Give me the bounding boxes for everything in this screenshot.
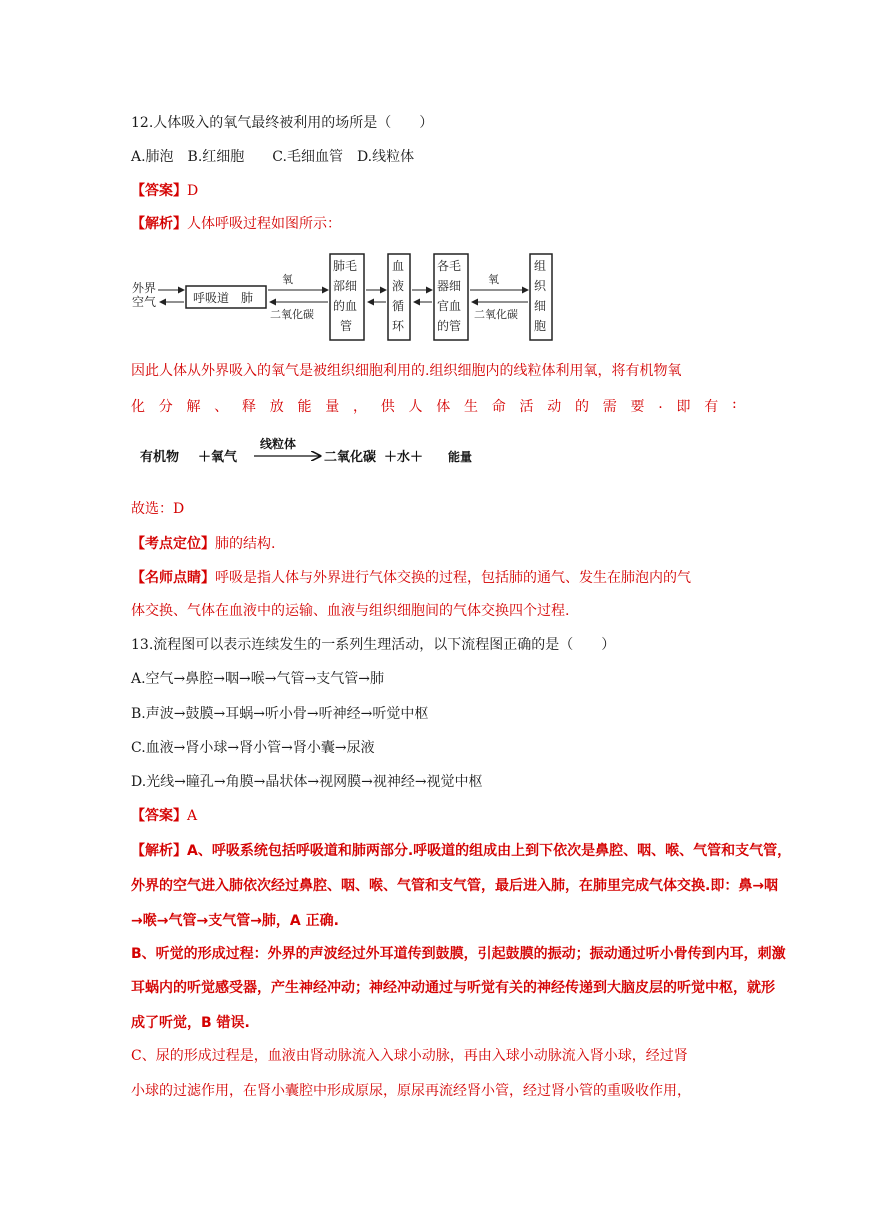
explain-char: 体 — [436, 399, 451, 415]
explain-char: 活 — [519, 399, 534, 415]
eq-plus-oxygen: ＋氧气 — [198, 450, 238, 465]
explain-char: 即 — [676, 399, 691, 415]
explain-char: 解 — [186, 399, 201, 415]
explain-char: 能 — [297, 399, 312, 415]
diagram-outside-air-1: 外界 — [132, 281, 157, 295]
diagram-co2-1: 二氧化碳 — [270, 308, 314, 321]
answer-tag: 【答案】 — [131, 808, 187, 824]
q13-option-c: C.血液→肾小球→肾小管→肾小囊→尿液 — [131, 740, 375, 756]
q12-analysis-intro — [131, 214, 341, 234]
respiration-diagram — [130, 252, 562, 344]
diagram-resp-tract: 呼吸道 肺 — [193, 291, 254, 305]
q13-option-d: D.光线→瞳孔→角膜→晶状体→视网膜→视神经→视觉中枢 — [131, 774, 483, 790]
q13-analysis-4: B、听觉的形成过程：外界的声波经过外耳道传到鼓膜，引起鼓膜的振动；振动通过听小骨传到内耳，刺激 — [131, 946, 786, 962]
explain-char: 供 — [380, 399, 395, 415]
q12-question: 12.人体吸入的氧气最终被利用的场所是（ ） — [131, 115, 434, 131]
answer-tag: 【答案】 — [131, 183, 187, 199]
diagram-blood-3: 循 — [392, 299, 405, 313]
tip-text-1: 呼吸是指人体与外界进行气体交换的过程，包括肺的通气、发生在肺泡内的气 — [215, 570, 691, 586]
q12-choice: 故选：D — [131, 501, 185, 517]
diagram-blood-4: 环 — [392, 319, 405, 333]
eq-organic: 有机物 — [140, 450, 180, 465]
respiration-equation — [140, 436, 500, 470]
explain-char: 化 — [131, 399, 145, 415]
diagram-tissue-3: 细 — [534, 299, 547, 313]
diagram-co2-2: 二氧化碳 — [474, 308, 518, 321]
q13-analysis-5: 耳蜗内的听觉感受器，产生神经冲动；神经冲动通过与听觉有关的神经传递到大脑皮层的听觉中枢，就形 — [131, 980, 775, 996]
q12-teacher-tip-2: 体交换、气体在血液中的运输、血液与组织细胞间的气体交换四个过程. — [131, 603, 570, 619]
explain-char: . — [658, 396, 663, 412]
analysis-intro-text: 人体呼吸过程如图所示： — [187, 216, 341, 232]
explain-char: 生 — [464, 399, 478, 415]
q13-analysis-1: 【解析】A、呼吸系统包括呼吸道和肺两部分.呼吸道的组成由上到下依次是鼻腔、咽、喉、气管和支气管， — [131, 843, 792, 859]
q13-analysis-8: 小球的过滤作用，在肾小囊腔中形成原尿，原尿再流经肾小管，经过肾小管的重吸收作用， — [131, 1083, 691, 1099]
explain-char: 的 — [575, 399, 589, 415]
explain-char: 分 — [158, 399, 173, 415]
explain-char: 动 — [547, 399, 562, 415]
diagram-lung-cap-4: 管 — [340, 319, 353, 333]
diagram-lung-cap-3: 的血 — [333, 299, 358, 313]
diagram-organ-cap-3: 官血 — [437, 299, 462, 313]
explain-char: 需 — [602, 399, 617, 415]
q13-analysis-6: 成了听觉，B 错误. — [131, 1015, 250, 1031]
diagram-blood-2: 液 — [392, 279, 405, 293]
diagram-oxygen-2: 氧 — [488, 273, 499, 286]
explain-char: ， — [353, 399, 367, 415]
diagram-tissue-1: 组 — [534, 259, 547, 273]
diagram-organ-cap-2: 器细 — [437, 279, 462, 293]
answer-value: D — [187, 183, 199, 199]
diagram-tissue-4: 胞 — [534, 319, 547, 333]
explain-char: 释 — [242, 399, 256, 415]
q12-teacher-tip-1 — [131, 568, 691, 588]
explain-char: 量 — [325, 399, 340, 415]
diagram-tissue-2: 织 — [534, 279, 547, 293]
explain-char: 放 — [269, 399, 284, 415]
diagram-lung-cap-2: 部细 — [333, 279, 358, 293]
analysis-tag: 【解析】 — [131, 216, 187, 232]
q13-question: 13.流程图可以表示连续发生的一系列生理活动，以下流程图正确的是（ ） — [131, 637, 616, 653]
explain-char: 、 — [214, 399, 229, 415]
diagram-oxygen-1: 氧 — [282, 273, 293, 286]
q13-analysis-2: 外界的空气进入肺依次经过鼻腔、咽、喉、气管和支气管，最后进入肺，在肺里完成气体交换.即：鼻→咽 — [131, 878, 779, 894]
diagram-lung-cap-1: 肺毛 — [333, 259, 358, 273]
explain-char: 人 — [408, 399, 423, 415]
diagram-blood-1: 血 — [392, 259, 405, 273]
q12-explain-1: 因此人体从外界吸入的氧气是被组织细胞利用的.组织细胞内的线粒体利用氧，将有机物氧 — [131, 363, 682, 379]
explain-char: 命 — [491, 399, 506, 415]
tip-tag: 【名师点睛】 — [131, 570, 215, 586]
kp-tag: 【考点定位】 — [131, 536, 215, 552]
q12-answer — [131, 181, 198, 201]
explain-char: : — [731, 396, 737, 412]
q13-analysis-7: C、尿的形成过程是，血液由肾动脉流入入球小动脉，再由入球小动脉流入肾小球，经过肾 — [131, 1048, 688, 1064]
answer-value: A — [187, 808, 198, 824]
eq-catalyst: 线粒体 — [260, 437, 297, 451]
q12-key-point — [131, 534, 275, 554]
q13-option-b: B.声波→鼓膜→耳蜗→听小骨→听神经→听觉中枢 — [131, 706, 429, 722]
diagram-organ-cap-4: 的管 — [437, 319, 462, 333]
explain-char: 有 — [704, 399, 719, 415]
explain-char: 要 — [630, 399, 645, 415]
eq-energy: 能量 — [448, 450, 473, 464]
kp-text: 肺的结构. — [215, 536, 276, 552]
eq-plus-water: ＋水＋ — [384, 450, 424, 465]
q13-option-a: A.空气→鼻腔→咽→喉→气管→支气管→肺 — [131, 671, 384, 687]
q12-options: A.肺泡 B.红细胞 C.毛细血管 D.线粒体 — [131, 149, 415, 165]
eq-products: 二氧化碳 — [324, 450, 377, 465]
q13-analysis-3: →喉→气管→支气管→肺，A 正确. — [131, 913, 339, 929]
diagram-outside-air-2: 空气 — [132, 295, 157, 309]
q13-answer — [131, 806, 197, 826]
q12-explain-2 — [131, 396, 737, 416]
diagram-organ-cap-1: 各毛 — [437, 259, 462, 273]
